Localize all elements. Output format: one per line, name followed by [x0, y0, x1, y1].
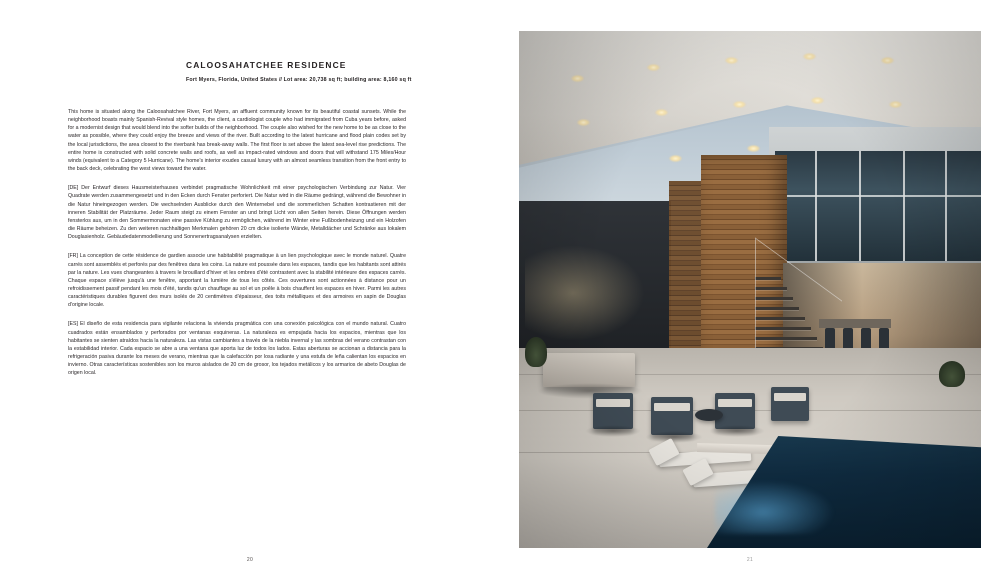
- ceiling-downlight: [811, 97, 824, 104]
- pool-underwater-light: [715, 480, 835, 534]
- page-number-right: 21: [746, 557, 754, 563]
- potted-plant: [525, 337, 547, 367]
- window-mullion: [945, 151, 947, 261]
- coffee-table: [695, 409, 723, 421]
- ceiling-downlight: [881, 57, 894, 64]
- ceiling-downlight: [655, 109, 668, 116]
- window-mullion: [775, 195, 981, 197]
- project-areas: Lot area: 20,738 sq ft; building area: 8,160 sq ft: [283, 77, 412, 83]
- paragraph-de: [DE] Der Entwurf dieses Hausmeisterhauses verbindet pragmatische Wohnlichkeit mit einer psychologischen Verbindung zur Natur. Vier Quadrate werden zusammengesetzt und in den Ecken durch Fenster perforiert. Die Natur wird in die Räume gedrängt, während die Bewohner in die Natur hineingezogen werden. Die wechselnden Ausblicke durch den Winternebel und die sommerlichen Schatten kontrastieren mit der inneren Stabilität der Platzräume. Jeder Raum steigt zu einem Fenster an und bringt Licht von allen Seiten herein. Diese Öffnungen werden fensterlos aus, um in den Sommermonaten eine passive Kühlung zu ermöglichen, während im Winter eine Fußbodenheizung und ein Holzofen die Räume beheizen. Zu den weiteren nachhaltigen Merkmalen gehören 20 cm dicke isolierte Wände, Metalldächer und Schränke aus lokalem Douglasienholz. Gebäudedatenmodellierung und Sonnenertragsanalysen erzielten.: [68, 185, 406, 241]
- window-mullion: [859, 151, 861, 261]
- ceiling-downlight: [669, 155, 682, 162]
- outdoor-armchair: [771, 387, 809, 421]
- ceiling-downlight: [571, 75, 584, 82]
- potted-plant: [939, 361, 965, 387]
- project-meta: [186, 77, 446, 83]
- upper-glazing: [775, 151, 981, 261]
- right-page: [500, 0, 1000, 579]
- page-title: CALOOSAHATCHEE RESIDENCE: [186, 60, 347, 70]
- outdoor-armchair: [651, 397, 693, 435]
- caloosahatchee-residence-terrace-photo: [519, 31, 981, 548]
- ceiling-downlight: [647, 64, 660, 71]
- paragraph-fr: [FR] La conception de cette résidence de gardien associe une habitabilité pragmatique à un lien psychologique avec le monde naturel. Quatre carrés sont assemblés et perforés par des fenêtres dans les coins. La nature est poussée dans les espaces, tandis que les habitants sont attirés par la nature. Les vues changeantes à travers le brouillard d'hiver et les ombres d'été contrastent avec la stabilité intérieure des espaces carrés. Chaque espace s'élève jusqu'à une fenêtre, apportant la lumière de tous les côtés. Ces ouvertures sont actionnées à distance pour un refroidissement passif pendant les mois d'été, tandis qu'un chauffage au sol et un poêle à bois chauffent les espaces en hiver. Parmi les autres caractéristiques durables figurent des murs isolés de 20 centimètres d'épaisseur, des toits métalliques et des armoires en sapin de Douglas d'origine locale.: [68, 253, 406, 309]
- ceiling-downlight: [577, 119, 590, 126]
- meta-separator: //: [278, 77, 282, 83]
- furniture-shadow: [585, 425, 641, 437]
- interior-warm-glow: [525, 245, 645, 341]
- ceiling-downlight: [803, 53, 816, 60]
- body-text-column: [68, 108, 406, 378]
- outdoor-sofa: [543, 353, 635, 387]
- paragraph-es: [ES] El diseño de esta residencia para vigilante relaciona la vivienda pragmática con una conexión psicológica con el mundo natural. Cuatro cuadrados están ensamblados y perforados por ventanas esquineras. La naturaleza es empujada hacia los espacios, mientras que los habitantes se sienten atraídos hacia la naturaleza. Las vistas cambiantes a través de la niebla invernal y las sombras del verano contrastan con la estabilidad interior. Cada espacio se abre a una ventana que aporta luz de todos los lados. Estas aberturas se accionan a distancia para la refrigeración pasiva durante los meses de verano, mientras que la calefacción por losa radiante y una estufa de leña calientan los espacios en invierno. Otras características sostenibles son los muros aislados de 20 cm de grosor, los tejados metálicos y los armarios de abeto Douglas de origen local.: [68, 321, 406, 377]
- furniture-shadow: [645, 431, 703, 443]
- page-number-left: 20: [246, 557, 254, 563]
- project-location: Fort Myers, Florida, United States: [186, 77, 278, 83]
- outdoor-armchair: [593, 393, 633, 429]
- title-block: [186, 60, 446, 83]
- ceiling-downlight: [733, 101, 746, 108]
- paragraph-en: This home is situated along the Caloosahatchee River, Fort Myers, an affluent community known for its beautiful coastal sunsets. While the neighborhood boasts mainly Spanish-Revival style homes, the client, a cardiologist couple who had immigrated from Cuba years before, asked for a modernist design that would blend into the softer builds of the neighborhood. The couple also wished for the new home to be as close to the water as possible, where they could enjoy the breeze and views of the river. Built according to the latest hurricane and flood plain codes set by the local jurisdictions, the area closest to the riverbank has break-away walls. The first floor is set above the latest sea-level rise predictions. The entire home is constructed with solid concrete walls and roofs, as well as impact-rated windows and doors that will withstand 175 Miles/Hour winds (equivalent to a Category 5 Hurricane). The home's interior exudes casual luxury with an almost seamless transition from the front entry to the back deck, celebrating the west views toward the water.: [68, 109, 406, 173]
- ceiling-downlight: [725, 57, 738, 64]
- ceiling-downlight: [747, 145, 760, 152]
- ceiling-downlight: [889, 101, 902, 108]
- window-mullion: [815, 151, 817, 261]
- furniture-shadow: [709, 425, 765, 437]
- window-mullion: [903, 151, 905, 261]
